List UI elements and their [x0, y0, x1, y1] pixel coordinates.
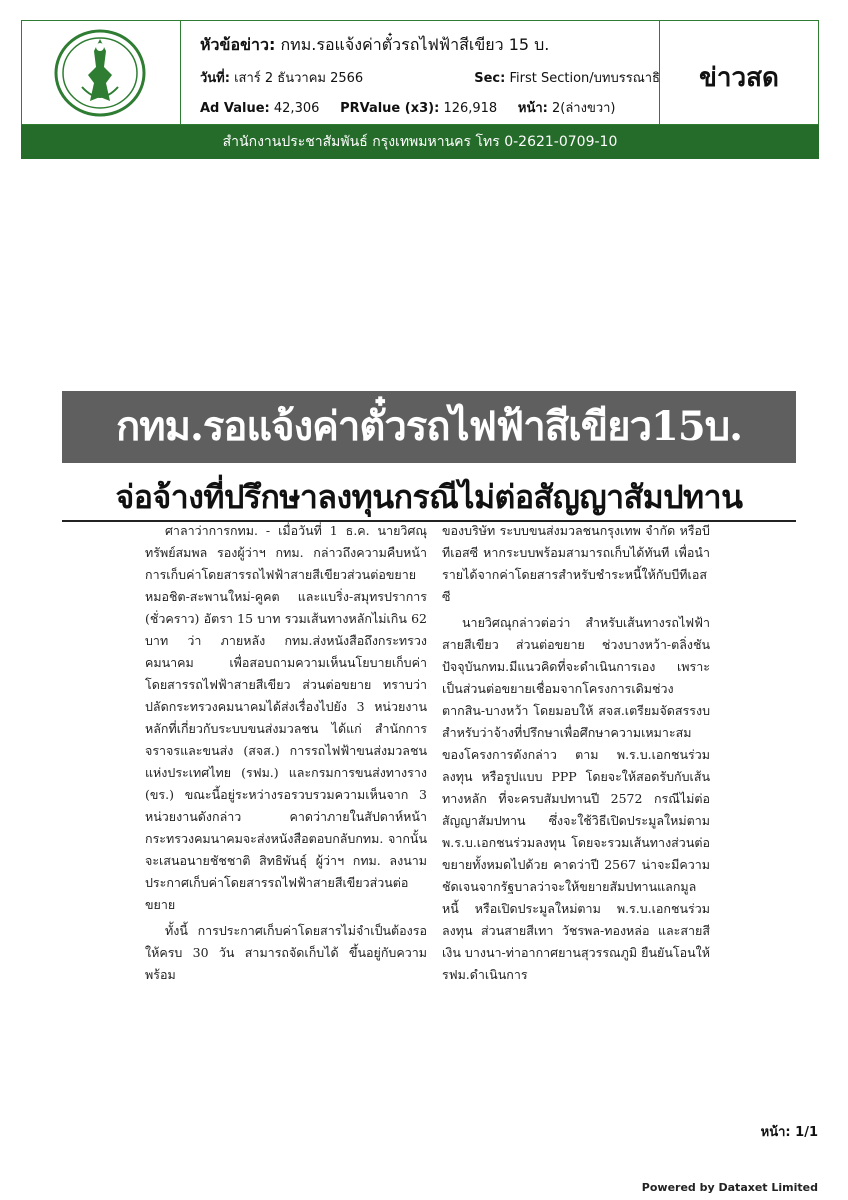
pr-value: 126,918 — [443, 101, 498, 116]
publication-cell — [659, 21, 818, 124]
value-row — [200, 97, 616, 118]
paragraph: ของบริษัท ระบบขนส่งมวลชนกรุงเทพ จำกัด หรือบีทีเอสซี หากระบบพร้อมสามารถเก็บได้ทันที เพื่อนำรายได้จากค่าโดยสารสำหรับชำระหนี้ให้กับบีทีเอสซี — [442, 523, 710, 604]
section-label: Sec: — [474, 71, 506, 86]
page-number — [761, 1121, 818, 1142]
headline-label: หัวข้อข่าว: — [200, 35, 276, 54]
office-banner: สำนักงานประชาสัมพันธ์ กรุงเทพมหานคร โทร 0-2621-0709-10 — [21, 125, 819, 159]
ad-value: 42,306 — [273, 101, 320, 116]
paragraph: ศาลาว่าการกทม. - เมื่อวันที่ 1 ธ.ค. นายวิศณุ ทรัพย์สมพล รองผู้ว่าฯ กทม. กล่าวถึงความคืบหน้าการเก็บค่าโดยสารรถไฟฟ้าสายสีเขียวส่วนต่อขยาย หมอชิต-สะพานใหม่-คูคต และแบริ่ง-สมุทรปราการ (ชั่วคราว) อัตรา 15 บาท รวมเส้นทางหลักไม่เกิน 62 บาท ว่า ภายหลัง กทม.ส่งหนังสือถึงกระทรวงคมนาคม เพื่อสอบถามความเห็นนโยบายเก็บค่าโดยสารรถไฟฟ้าสายสีเขียว ส่วนต่อขยาย ทราบว่าปลัดกระทรวงคมนาคมได้ส่งเรื่องไปยัง 3 หน่วยงานหลักที่เกี่ยวกับระบบขนส่งมวลชน ได้แก่ สำนักการจราจรและขนส่ง (สจส.) การรถไฟฟ้าขนส่งมวลชนแห่งประเทศไทย (รฟม.) และกรมการขนส่งทางราง (ขร.) ขณะนี้อยู่ระหว่างรอรวบรวมความเห็นจาก 3 หน่วยงานดังกล่าว คาดว่าภายในสัปดาห์หน้ากระทรวงคมนาคมจะส่งหนังสือตอบกลับกทม. จากนั้นจะเสนอนายชัชชาติ สิทธิพันธุ์ ผู้ว่าฯ กทม. ลงนามประกาศเก็บค่าโดยสารรถไฟฟ้าสายสีเขียวส่วนต่อขยาย — [145, 523, 427, 912]
paragraph: นายวิศณุกล่าวต่อว่า สำหรับเส้นทางรถไฟฟ้าสายสีเขียว ส่วนต่อขยาย ช่วงบางหว้า-ตลิ่งชัน ปัจจุบันกทม.มีแนวคิดที่จะดำเนินการเอง เพราะเป็นส่วนต่อขยายเชื่อมจากโครงการเดิมช่วงตากสิน-บางหว้า โดยมอบให้ สจส.เตรียมจัดสรรงบสำหรับว่าจ้างที่ปรึกษาเพื่อศึกษาความเหมาะสมของโครงการดังกล่าว ตาม พ.ร.บ.เอกชนร่วมลงทุน หรือรูปแบบ PPP โดยจะให้สอดรับกับเส้นทางหลัก ที่จะครบสัมปทานปี 2572 กรณีไม่ต่อสัญญาสัมปทาน ซึ่งจะใช้วิธีเปิดประมูลใหม่ตาม พ.ร.บ.เอกชนร่วมลงทุน โดยจะรวมเส้นทางส่วนต่อขยายทั้งหมดไปด้วย คาดว่าปี 2567 น่าจะมีความชัดเจนจากรัฐบาลว่าจะให้ขยายสัมปทานแลกมูลหนี้ หรือเปิดประมูลใหม่ตาม พ.ร.บ.เอกชนร่วมลงทุน ส่วนสายสีเทา วัชรพล-ทองหล่อ และสายสีเงิน บางนา-ท่าอากาศยานสุวรรณภูมิ ยืนยันโอนให้ รฟม.ดำเนินการ — [442, 615, 710, 982]
headline-row — [200, 33, 549, 58]
date-row — [200, 67, 660, 88]
page-number-value: 1/1 — [795, 1125, 818, 1140]
section-value: First Section/บทบรรณาธิ — [509, 71, 660, 86]
date-value: เสาร์ 2 ธันวาคม 2566 — [234, 71, 364, 86]
pr-value-label: PRValue (x3): — [340, 101, 440, 116]
paragraph: ทั้งนี้ การประกาศเก็บค่าโดยสารไม่จำเป็นต้องรอให้ครบ 30 วัน สามารถจัดเก็บได้ ขึ้นอยู่กับความพร้อม — [145, 923, 427, 982]
clipping-meta — [200, 29, 660, 119]
article-column-1 — [145, 520, 427, 986]
bangkok-seal-icon — [52, 27, 148, 119]
page-ref: 2(ล่างขวา) — [551, 101, 616, 116]
publication-name: ข่าวสด — [699, 63, 779, 93]
article-headline: กทม.รอแจ้งค่าตั๋วรถไฟฟ้าสีเขียว15บ. — [62, 391, 796, 463]
headline-value: กทม.รอแจ้งค่าตั๋วรถไฟฟ้าสีเขียว 15 บ. — [280, 35, 550, 54]
page-number-label: หน้า: — [760, 1125, 791, 1140]
logo-cell — [22, 21, 181, 124]
section — [474, 67, 660, 88]
article-column-2 — [442, 520, 710, 986]
date-label: วันที่: — [200, 71, 230, 86]
page-ref-label: หน้า: — [517, 101, 548, 116]
clipping-header — [21, 20, 819, 125]
powered-by: Powered by Dataxet Limited — [641, 1181, 818, 1194]
article-subheadline: จ่อจ้างที่ปรึกษาลงทุนกรณีไม่ต่อสัญญาสัมปทาน — [62, 474, 796, 522]
ad-value-label: Ad Value: — [200, 101, 270, 116]
